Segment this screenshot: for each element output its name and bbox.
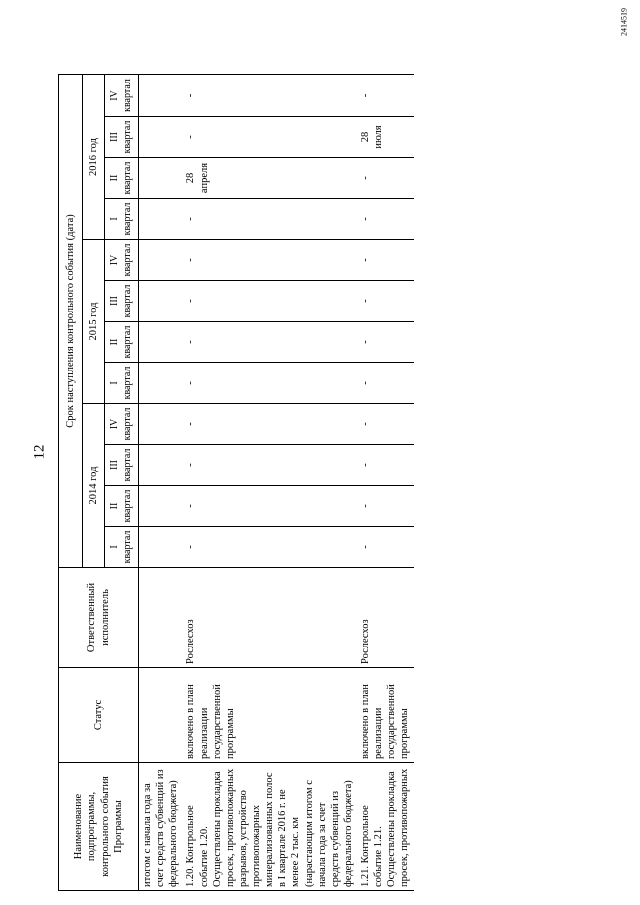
quarter-word: квартал xyxy=(121,407,133,441)
quarter-word: квартал xyxy=(121,243,133,277)
deadline-cell xyxy=(139,75,183,117)
deadline-cell: - xyxy=(357,322,414,363)
deadline-cell xyxy=(139,240,183,281)
deadline-cell: - xyxy=(182,404,357,445)
header-quarter xyxy=(105,281,139,322)
header-year-2016: 2016 год xyxy=(83,75,105,240)
header-deadline: Срок наступления контрольного события (дата) xyxy=(59,75,83,568)
control-events-table xyxy=(58,74,414,891)
header-quarter xyxy=(105,527,139,568)
quarter-word: квартал xyxy=(121,79,133,112)
header-quarter xyxy=(105,199,139,240)
header-quarter xyxy=(105,75,139,117)
deadline-cell: - xyxy=(182,281,357,322)
header-quarter xyxy=(105,404,139,445)
deadline-cell xyxy=(139,199,183,240)
deadline-cell: - xyxy=(182,75,357,117)
deadline-cell: - xyxy=(357,445,414,486)
deadline-cell xyxy=(139,486,183,527)
header-year-2015: 2015 год xyxy=(83,240,105,404)
event-status xyxy=(139,668,183,763)
table-row xyxy=(139,75,183,891)
header-year-2014: 2014 год xyxy=(83,404,105,568)
event-status: включено в план реализации государственной программы xyxy=(357,668,414,763)
deadline-cell: - xyxy=(357,363,414,404)
quarter-word: квартал xyxy=(121,284,133,318)
quarter-word: квартал xyxy=(121,202,133,236)
header-quarter xyxy=(105,445,139,486)
quarter-numeral: IV xyxy=(109,418,120,430)
deadline-cell: - xyxy=(182,322,357,363)
header-status: Статус xyxy=(59,668,139,763)
deadline-cell: - xyxy=(182,117,357,158)
header-quarter xyxy=(105,240,139,281)
deadline-cell: - xyxy=(357,281,414,322)
quarter-numeral: II xyxy=(109,338,120,346)
quarter-numeral: I xyxy=(109,381,120,385)
quarter-numeral: III xyxy=(109,460,120,470)
header-quarter xyxy=(105,117,139,158)
event-executor xyxy=(139,568,183,668)
header-quarter xyxy=(105,158,139,199)
quarter-word: квартал xyxy=(121,325,133,359)
deadline-cell: - xyxy=(357,527,414,568)
deadline-cell xyxy=(139,322,183,363)
deadline-cell xyxy=(139,281,183,322)
deadline-cell: 28 июля xyxy=(357,117,414,158)
quarter-numeral: IV xyxy=(109,254,120,266)
deadline-cell xyxy=(139,404,183,445)
quarter-numeral: I xyxy=(109,217,120,221)
deadline-cell: - xyxy=(357,158,414,199)
deadline-cell: - xyxy=(357,199,414,240)
event-executor: Рослесхоз xyxy=(357,568,414,668)
quarter-word: квартал xyxy=(121,530,133,564)
table-row xyxy=(357,75,414,891)
deadline-cell xyxy=(139,445,183,486)
deadline-cell xyxy=(139,158,183,199)
quarter-word: квартал xyxy=(121,448,133,482)
table-row xyxy=(182,75,357,891)
quarter-word: квартал xyxy=(121,366,133,400)
quarter-numeral: III xyxy=(109,132,120,142)
quarter-word: квартал xyxy=(121,120,133,154)
header-quarter xyxy=(105,322,139,363)
event-name: итогом с начала года за счет средств субвенций из федерального бюджета) xyxy=(139,763,183,891)
document-code: 2414519 xyxy=(619,8,629,36)
deadline-cell xyxy=(139,363,183,404)
deadline-cell: 28 апреля xyxy=(182,158,357,199)
quarter-numeral: III xyxy=(109,296,120,306)
deadline-cell: - xyxy=(182,527,357,568)
quarter-numeral: II xyxy=(109,174,120,182)
event-executor: Рослесхоз xyxy=(182,568,357,668)
header-quarter xyxy=(105,363,139,404)
deadline-cell: - xyxy=(357,486,414,527)
deadline-cell: - xyxy=(182,445,357,486)
deadline-cell: - xyxy=(357,75,414,117)
page-number: 12 xyxy=(31,444,48,460)
header-name: Наименование подпрограммы, контрольного события Программы xyxy=(59,763,139,891)
deadline-cell: - xyxy=(182,240,357,281)
quarter-numeral: IV xyxy=(109,90,120,101)
event-name: 1.21. Контрольное событие 1.21. Осуществлены прокладка просек, противопожарных xyxy=(357,763,414,891)
deadline-cell xyxy=(139,527,183,568)
deadline-cell: - xyxy=(357,240,414,281)
quarter-word: квартал xyxy=(121,161,133,195)
deadline-cell xyxy=(139,117,183,158)
deadline-cell: - xyxy=(182,199,357,240)
quarter-word: квартал xyxy=(121,489,133,523)
event-name: 1.20. Контрольное событие 1.20. Осуществлены прокладка просек, противопожарных разрывов, устройство противопожарных минерализованных полос в I квартале 2016 г. не менее 2 тыс. км (нарастающим итогом с начала года за счет средств субвенций из федерального бюджета) xyxy=(182,763,357,891)
deadline-cell: - xyxy=(357,404,414,445)
event-status: включено в план реализации государственной программы xyxy=(182,668,357,763)
deadline-cell: - xyxy=(182,486,357,527)
quarter-numeral: II xyxy=(109,502,120,510)
header-quarter xyxy=(105,486,139,527)
deadline-cell: - xyxy=(182,363,357,404)
header-executor: Ответственный исполнитель xyxy=(59,568,139,668)
quarter-numeral: I xyxy=(109,545,120,549)
